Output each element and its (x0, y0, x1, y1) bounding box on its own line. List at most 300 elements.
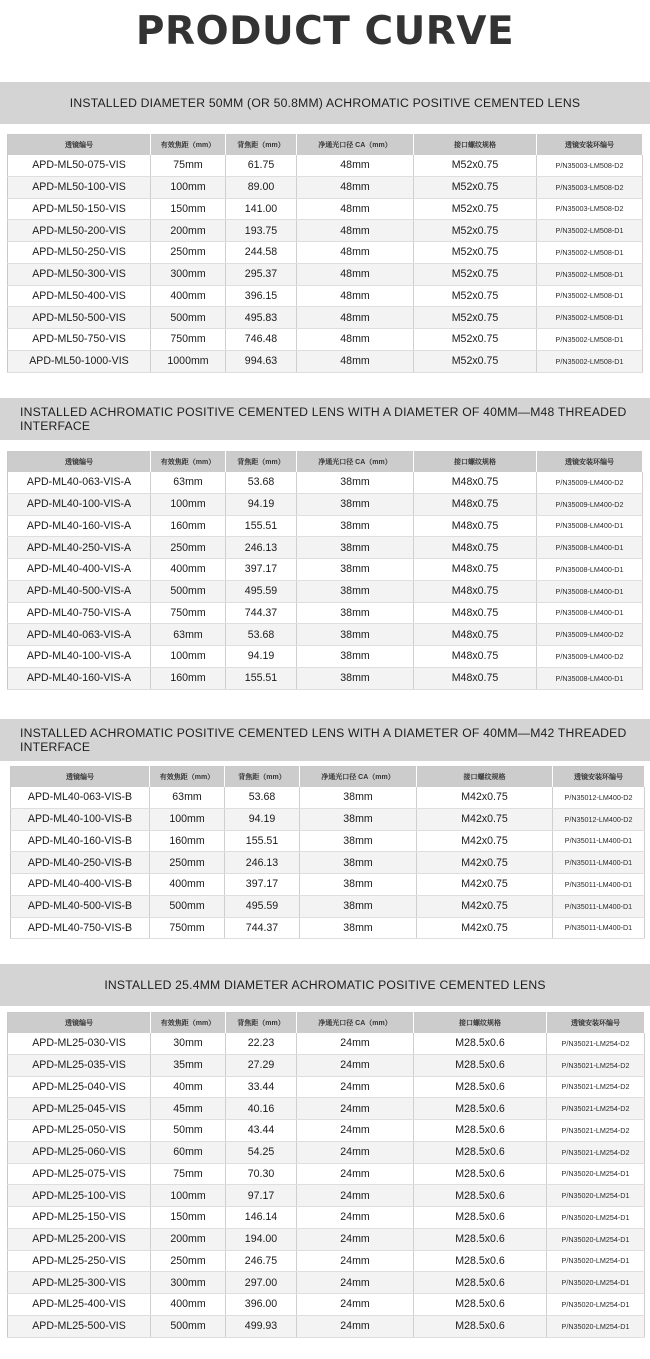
cell-clear-aperture: 48mm (297, 198, 414, 220)
cell-effective-focal-length: 750mm (150, 917, 225, 939)
cell-back-focal-length: 495.83 (226, 307, 297, 329)
cell-clear-aperture: 24mm (297, 1120, 414, 1142)
header-effective-focal-length: 有效焦距（mm） (151, 452, 226, 473)
table-row (8, 559, 643, 581)
table-row (8, 176, 643, 198)
section-ml25 (0, 964, 650, 1006)
table-row (8, 263, 643, 285)
table-row (11, 852, 645, 874)
cell-thread-spec: M52x0.75 (414, 329, 537, 351)
cell-effective-focal-length: 1000mm (151, 350, 226, 372)
cell-effective-focal-length: 75mm (151, 1163, 226, 1185)
cell-back-focal-length: 495.59 (225, 895, 300, 917)
cell-mounting-ring-part-number: P/N35008-LM400-D1 (537, 580, 643, 602)
cell-back-focal-length: 297.00 (226, 1272, 297, 1294)
cell-back-focal-length: 397.17 (225, 874, 300, 896)
cell-mounting-ring-part-number: P/N35009-LM400-D2 (537, 493, 643, 515)
cell-clear-aperture: 24mm (297, 1294, 414, 1316)
cell-lens-part-number: APD-ML40-400-VIS-B (11, 874, 150, 896)
cell-back-focal-length: 155.51 (225, 830, 300, 852)
cell-mounting-ring-part-number: P/N35008-LM400-D1 (537, 602, 643, 624)
cell-back-focal-length: 155.51 (226, 515, 297, 537)
cell-effective-focal-length: 250mm (150, 852, 225, 874)
cell-lens-part-number: APD-ML50-075-VIS (8, 155, 151, 176)
header-lens-part-number: 透镜编号 (8, 452, 151, 473)
cell-thread-spec: M42x0.75 (417, 895, 553, 917)
table-row (8, 602, 643, 624)
header-back-focal-length: 背焦距（mm） (226, 1013, 297, 1034)
cell-back-focal-length: 43.44 (226, 1120, 297, 1142)
cell-effective-focal-length: 160mm (151, 667, 226, 689)
cell-lens-part-number: APD-ML25-040-VIS (8, 1076, 151, 1098)
cell-mounting-ring-part-number: P/N35002-LM508-D1 (537, 263, 643, 285)
cell-back-focal-length: 97.17 (226, 1185, 297, 1207)
cell-back-focal-length: 40.16 (226, 1098, 297, 1120)
section-banner: INSTALLED ACHROMATIC POSITIVE CEMENTED LENS WITH A DIAMETER OF 40MM—M42 THREADED INTERFACE (0, 719, 650, 761)
cell-lens-part-number: APD-ML40-250-VIS-A (8, 537, 151, 559)
cell-clear-aperture: 38mm (297, 515, 414, 537)
cell-clear-aperture: 48mm (297, 285, 414, 307)
cell-thread-spec: M42x0.75 (417, 808, 553, 830)
cell-mounting-ring-part-number: P/N35020-LM254-D1 (547, 1185, 645, 1207)
cell-thread-spec: M28.5x0.6 (414, 1098, 547, 1120)
cell-clear-aperture: 48mm (297, 329, 414, 351)
cell-clear-aperture: 38mm (300, 808, 417, 830)
table-row (8, 580, 643, 602)
cell-back-focal-length: 244.58 (226, 242, 297, 264)
cell-effective-focal-length: 250mm (151, 242, 226, 264)
section-ml40-m48 (0, 398, 650, 440)
cell-lens-part-number: APD-ML25-050-VIS (8, 1120, 151, 1142)
cell-back-focal-length: 70.30 (226, 1163, 297, 1185)
table-row (8, 537, 643, 559)
table-row (8, 1120, 645, 1142)
header-effective-focal-length: 有效焦距（mm） (151, 135, 226, 156)
cell-mounting-ring-part-number: P/N35020-LM254-D1 (547, 1250, 645, 1272)
table-row (8, 242, 643, 264)
cell-lens-part-number: APD-ML50-150-VIS (8, 198, 151, 220)
cell-lens-part-number: APD-ML40-750-VIS-A (8, 602, 151, 624)
cell-mounting-ring-part-number: P/N35021-LM254-D2 (547, 1141, 645, 1163)
cell-lens-part-number: APD-ML50-1000-VIS (8, 350, 151, 372)
cell-effective-focal-length: 50mm (151, 1120, 226, 1142)
table-row (11, 787, 645, 808)
cell-clear-aperture: 24mm (297, 1228, 414, 1250)
cell-clear-aperture: 24mm (297, 1250, 414, 1272)
cell-back-focal-length: 94.19 (225, 808, 300, 830)
header-lens-part-number: 透镜编号 (8, 1013, 151, 1034)
cell-thread-spec: M28.5x0.6 (414, 1185, 547, 1207)
table-row (8, 646, 643, 668)
cell-lens-part-number: APD-ML40-750-VIS-B (11, 917, 150, 939)
cell-lens-part-number: APD-ML40-100-VIS-A (8, 646, 151, 668)
cell-thread-spec: M52x0.75 (414, 242, 537, 264)
cell-thread-spec: M52x0.75 (414, 176, 537, 198)
cell-effective-focal-length: 63mm (151, 624, 226, 646)
cell-back-focal-length: 397.17 (226, 559, 297, 581)
cell-effective-focal-length: 400mm (151, 559, 226, 581)
cell-back-focal-length: 246.13 (226, 537, 297, 559)
cell-effective-focal-length: 500mm (151, 307, 226, 329)
cell-effective-focal-length: 150mm (151, 1207, 226, 1229)
table-row (8, 350, 643, 372)
table-row (8, 1076, 645, 1098)
cell-effective-focal-length: 400mm (151, 285, 226, 307)
header-lens-part-number: 透镜编号 (11, 767, 150, 788)
cell-lens-part-number: APD-ML40-160-VIS-A (8, 667, 151, 689)
cell-clear-aperture: 24mm (297, 1054, 414, 1076)
cell-lens-part-number: APD-ML50-300-VIS (8, 263, 151, 285)
cell-lens-part-number: APD-ML25-200-VIS (8, 1228, 151, 1250)
cell-mounting-ring-part-number: P/N35012-LM400-D2 (553, 808, 645, 830)
table-row (8, 1054, 645, 1076)
cell-thread-spec: M48x0.75 (414, 602, 537, 624)
cell-thread-spec: M42x0.75 (417, 917, 553, 939)
table-row (8, 307, 643, 329)
cell-mounting-ring-part-number: P/N35002-LM508-D1 (537, 329, 643, 351)
cell-thread-spec: M28.5x0.6 (414, 1250, 547, 1272)
cell-lens-part-number: APD-ML40-063-VIS-B (11, 787, 150, 808)
header-back-focal-length: 背焦距（mm） (226, 452, 297, 473)
cell-thread-spec: M42x0.75 (417, 874, 553, 896)
table-row (8, 1141, 645, 1163)
table-row (8, 198, 643, 220)
spec-table-ml50 (7, 134, 643, 373)
header-effective-focal-length: 有效焦距（mm） (151, 1013, 226, 1034)
cell-effective-focal-length: 160mm (150, 830, 225, 852)
cell-lens-part-number: APD-ML50-200-VIS (8, 220, 151, 242)
cell-back-focal-length: 141.00 (226, 198, 297, 220)
cell-thread-spec: M48x0.75 (414, 472, 537, 493)
cell-mounting-ring-part-number: P/N35002-LM508-D1 (537, 350, 643, 372)
cell-back-focal-length: 246.75 (226, 1250, 297, 1272)
cell-mounting-ring-part-number: P/N35009-LM400-D2 (537, 646, 643, 668)
table-row (11, 895, 645, 917)
section-banner: INSTALLED DIAMETER 50MM (OR 50.8MM) ACHROMATIC POSITIVE CEMENTED LENS (0, 82, 650, 124)
page-title: PRODUCT CURVE (135, 9, 515, 54)
cell-back-focal-length: 246.13 (225, 852, 300, 874)
cell-effective-focal-length: 500mm (151, 1315, 226, 1337)
cell-effective-focal-length: 45mm (151, 1098, 226, 1120)
cell-lens-part-number: APD-ML25-250-VIS (8, 1250, 151, 1272)
cell-mounting-ring-part-number: P/N35008-LM400-D1 (537, 667, 643, 689)
cell-back-focal-length: 155.51 (226, 667, 297, 689)
cell-lens-part-number: APD-ML40-100-VIS-B (11, 808, 150, 830)
table-row (8, 1272, 645, 1294)
cell-thread-spec: M42x0.75 (417, 830, 553, 852)
table-row (8, 329, 643, 351)
cell-clear-aperture: 38mm (300, 874, 417, 896)
cell-back-focal-length: 396.00 (226, 1294, 297, 1316)
cell-thread-spec: M28.5x0.6 (414, 1033, 547, 1054)
cell-effective-focal-length: 200mm (151, 220, 226, 242)
cell-effective-focal-length: 100mm (150, 808, 225, 830)
cell-thread-spec: M28.5x0.6 (414, 1207, 547, 1229)
cell-lens-part-number: APD-ML25-500-VIS (8, 1315, 151, 1337)
cell-clear-aperture: 38mm (297, 667, 414, 689)
cell-mounting-ring-part-number: P/N35021-LM254-D2 (547, 1076, 645, 1098)
cell-lens-part-number: APD-ML25-100-VIS (8, 1185, 151, 1207)
cell-effective-focal-length: 300mm (151, 263, 226, 285)
cell-back-focal-length: 22.23 (226, 1033, 297, 1054)
header-effective-focal-length: 有效焦距（mm） (150, 767, 225, 788)
cell-back-focal-length: 53.68 (226, 472, 297, 493)
cell-back-focal-length: 146.14 (226, 1207, 297, 1229)
cell-lens-part-number: APD-ML50-250-VIS (8, 242, 151, 264)
cell-clear-aperture: 24mm (297, 1033, 414, 1054)
cell-mounting-ring-part-number: P/N35003-LM508-D2 (537, 155, 643, 176)
cell-clear-aperture: 24mm (297, 1141, 414, 1163)
cell-lens-part-number: APD-ML40-063-VIS-A (8, 472, 151, 493)
cell-mounting-ring-part-number: P/N35021-LM254-D2 (547, 1120, 645, 1142)
cell-back-focal-length: 994.63 (226, 350, 297, 372)
cell-lens-part-number: APD-ML25-060-VIS (8, 1141, 151, 1163)
cell-clear-aperture: 38mm (297, 646, 414, 668)
cell-thread-spec: M52x0.75 (414, 307, 537, 329)
header-mounting-ring-part-number: 透镜安装环编号 (553, 767, 645, 788)
spec-table-ml40-m42 (10, 766, 645, 939)
cell-lens-part-number: APD-ML40-160-VIS-A (8, 515, 151, 537)
cell-lens-part-number: APD-ML50-750-VIS (8, 329, 151, 351)
cell-lens-part-number: APD-ML50-500-VIS (8, 307, 151, 329)
cell-mounting-ring-part-number: P/N35011-LM400-D1 (553, 874, 645, 896)
table-row (8, 1033, 645, 1054)
table-row (11, 917, 645, 939)
cell-clear-aperture: 38mm (297, 624, 414, 646)
table-row (11, 830, 645, 852)
cell-back-focal-length: 744.37 (225, 917, 300, 939)
cell-clear-aperture: 48mm (297, 263, 414, 285)
header-back-focal-length: 背焦距（mm） (225, 767, 300, 788)
cell-back-focal-length: 94.19 (226, 493, 297, 515)
cell-mounting-ring-part-number: P/N35011-LM400-D1 (553, 830, 645, 852)
section-banner: INSTALLED ACHROMATIC POSITIVE CEMENTED LENS WITH A DIAMETER OF 40MM—M48 THREADED INTERFACE (0, 398, 650, 440)
header-mounting-ring-part-number: 透镜安装环编号 (537, 135, 643, 156)
table-row (8, 1185, 645, 1207)
table-row (8, 285, 643, 307)
cell-clear-aperture: 38mm (297, 537, 414, 559)
header-thread-spec: 接口螺纹规格 (414, 1013, 547, 1034)
cell-thread-spec: M28.5x0.6 (414, 1315, 547, 1337)
header-thread-spec: 接口螺纹规格 (414, 452, 537, 473)
cell-mounting-ring-part-number: P/N35002-LM508-D1 (537, 220, 643, 242)
table-row (8, 493, 643, 515)
cell-lens-part-number: APD-ML25-150-VIS (8, 1207, 151, 1229)
cell-back-focal-length: 33.44 (226, 1076, 297, 1098)
header-clear-aperture: 净通光口径 CA（mm） (297, 452, 414, 473)
cell-clear-aperture: 38mm (300, 895, 417, 917)
header-thread-spec: 接口螺纹规格 (414, 135, 537, 156)
table-row (8, 155, 643, 176)
cell-thread-spec: M52x0.75 (414, 263, 537, 285)
cell-effective-focal-length: 250mm (151, 1250, 226, 1272)
table-row (8, 1163, 645, 1185)
cell-back-focal-length: 495.59 (226, 580, 297, 602)
cell-effective-focal-length: 30mm (151, 1033, 226, 1054)
cell-lens-part-number: APD-ML40-250-VIS-B (11, 852, 150, 874)
table-row (8, 472, 643, 493)
cell-mounting-ring-part-number: P/N35020-LM254-D1 (547, 1315, 645, 1337)
header-lens-part-number: 透镜编号 (8, 135, 151, 156)
table-row (8, 1207, 645, 1229)
cell-lens-part-number: APD-ML40-400-VIS-A (8, 559, 151, 581)
cell-mounting-ring-part-number: P/N35008-LM400-D1 (537, 515, 643, 537)
table-header-row (8, 1013, 645, 1034)
cell-clear-aperture: 24mm (297, 1185, 414, 1207)
cell-mounting-ring-part-number: P/N35011-LM400-D1 (553, 852, 645, 874)
cell-thread-spec: M48x0.75 (414, 559, 537, 581)
spec-table-ml40-m48 (7, 451, 643, 690)
cell-thread-spec: M52x0.75 (414, 198, 537, 220)
table-row (8, 515, 643, 537)
cell-clear-aperture: 48mm (297, 220, 414, 242)
cell-clear-aperture: 24mm (297, 1076, 414, 1098)
cell-mounting-ring-part-number: P/N35020-LM254-D1 (547, 1228, 645, 1250)
cell-clear-aperture: 38mm (297, 493, 414, 515)
cell-back-focal-length: 94.19 (226, 646, 297, 668)
cell-lens-part-number: APD-ML25-035-VIS (8, 1054, 151, 1076)
cell-thread-spec: M52x0.75 (414, 350, 537, 372)
cell-thread-spec: M42x0.75 (417, 852, 553, 874)
cell-lens-part-number: APD-ML40-100-VIS-A (8, 493, 151, 515)
section-ml50 (0, 82, 650, 124)
cell-lens-part-number: APD-ML40-500-VIS-B (11, 895, 150, 917)
cell-effective-focal-length: 40mm (151, 1076, 226, 1098)
cell-mounting-ring-part-number: P/N35009-LM400-D2 (537, 624, 643, 646)
cell-thread-spec: M28.5x0.6 (414, 1054, 547, 1076)
header-clear-aperture: 净通光口径 CA（mm） (297, 135, 414, 156)
cell-back-focal-length: 744.37 (226, 602, 297, 624)
cell-mounting-ring-part-number: P/N35021-LM254-D2 (547, 1054, 645, 1076)
table-row (8, 1098, 645, 1120)
cell-effective-focal-length: 400mm (151, 1294, 226, 1316)
cell-effective-focal-length: 63mm (150, 787, 225, 808)
cell-lens-part-number: APD-ML40-063-VIS-A (8, 624, 151, 646)
cell-back-focal-length: 27.29 (226, 1054, 297, 1076)
spec-table-ml25 (7, 1012, 645, 1338)
cell-thread-spec: M48x0.75 (414, 646, 537, 668)
header-thread-spec: 接口螺纹规格 (417, 767, 553, 788)
cell-back-focal-length: 193.75 (226, 220, 297, 242)
cell-effective-focal-length: 60mm (151, 1141, 226, 1163)
cell-back-focal-length: 53.68 (225, 787, 300, 808)
table-header-row (8, 452, 643, 473)
cell-thread-spec: M52x0.75 (414, 220, 537, 242)
cell-mounting-ring-part-number: P/N35002-LM508-D1 (537, 307, 643, 329)
cell-mounting-ring-part-number: P/N35003-LM508-D2 (537, 198, 643, 220)
cell-effective-focal-length: 500mm (150, 895, 225, 917)
header-clear-aperture: 净通光口径 CA（mm） (300, 767, 417, 788)
cell-thread-spec: M28.5x0.6 (414, 1076, 547, 1098)
cell-mounting-ring-part-number: P/N35008-LM400-D1 (537, 537, 643, 559)
cell-clear-aperture: 48mm (297, 307, 414, 329)
cell-effective-focal-length: 75mm (151, 155, 226, 176)
cell-thread-spec: M28.5x0.6 (414, 1272, 547, 1294)
table-row (8, 1294, 645, 1316)
cell-thread-spec: M28.5x0.6 (414, 1141, 547, 1163)
cell-thread-spec: M28.5x0.6 (414, 1163, 547, 1185)
cell-lens-part-number: APD-ML50-400-VIS (8, 285, 151, 307)
cell-clear-aperture: 24mm (297, 1207, 414, 1229)
cell-clear-aperture: 48mm (297, 155, 414, 176)
cell-clear-aperture: 38mm (300, 852, 417, 874)
cell-effective-focal-length: 63mm (151, 472, 226, 493)
table-row (11, 874, 645, 896)
cell-thread-spec: M48x0.75 (414, 537, 537, 559)
table-row (8, 1228, 645, 1250)
cell-back-focal-length: 396.15 (226, 285, 297, 307)
cell-lens-part-number: APD-ML40-160-VIS-B (11, 830, 150, 852)
cell-thread-spec: M48x0.75 (414, 624, 537, 646)
cell-thread-spec: M52x0.75 (414, 155, 537, 176)
section-banner: INSTALLED 25.4MM DIAMETER ACHROMATIC POSITIVE CEMENTED LENS (0, 964, 650, 1006)
table-row (8, 1315, 645, 1337)
cell-mounting-ring-part-number: P/N35021-LM254-D2 (547, 1098, 645, 1120)
table-row (8, 624, 643, 646)
cell-mounting-ring-part-number: P/N35012-LM400-D2 (553, 787, 645, 808)
cell-clear-aperture: 24mm (297, 1163, 414, 1185)
cell-clear-aperture: 38mm (300, 917, 417, 939)
table-header-row (11, 767, 645, 788)
cell-clear-aperture: 38mm (297, 472, 414, 493)
cell-effective-focal-length: 100mm (151, 176, 226, 198)
cell-lens-part-number: APD-ML50-100-VIS (8, 176, 151, 198)
header-mounting-ring-part-number: 透镜安装环编号 (547, 1013, 645, 1034)
cell-effective-focal-length: 750mm (151, 329, 226, 351)
cell-clear-aperture: 38mm (297, 580, 414, 602)
table-row (8, 220, 643, 242)
cell-mounting-ring-part-number: P/N35002-LM508-D1 (537, 285, 643, 307)
cell-effective-focal-length: 250mm (151, 537, 226, 559)
cell-clear-aperture: 24mm (297, 1272, 414, 1294)
cell-mounting-ring-part-number: P/N35002-LM508-D1 (537, 242, 643, 264)
cell-back-focal-length: 89.00 (226, 176, 297, 198)
cell-lens-part-number: APD-ML25-030-VIS (8, 1033, 151, 1054)
cell-mounting-ring-part-number: P/N35011-LM400-D1 (553, 917, 645, 939)
cell-effective-focal-length: 400mm (150, 874, 225, 896)
cell-mounting-ring-part-number: P/N35020-LM254-D1 (547, 1272, 645, 1294)
cell-back-focal-length: 194.00 (226, 1228, 297, 1250)
cell-back-focal-length: 54.25 (226, 1141, 297, 1163)
cell-mounting-ring-part-number: P/N35021-LM254-D2 (547, 1033, 645, 1054)
table-row (11, 808, 645, 830)
cell-clear-aperture: 48mm (297, 350, 414, 372)
header-back-focal-length: 背焦距（mm） (226, 135, 297, 156)
cell-clear-aperture: 38mm (300, 830, 417, 852)
cell-lens-part-number: APD-ML25-300-VIS (8, 1272, 151, 1294)
cell-effective-focal-length: 750mm (151, 602, 226, 624)
cell-thread-spec: M28.5x0.6 (414, 1294, 547, 1316)
cell-clear-aperture: 38mm (300, 787, 417, 808)
cell-thread-spec: M42x0.75 (417, 787, 553, 808)
cell-back-focal-length: 746.48 (226, 329, 297, 351)
cell-lens-part-number: APD-ML25-075-VIS (8, 1163, 151, 1185)
table-row (8, 667, 643, 689)
cell-thread-spec: M28.5x0.6 (414, 1228, 547, 1250)
cell-effective-focal-length: 500mm (151, 580, 226, 602)
cell-lens-part-number: APD-ML25-045-VIS (8, 1098, 151, 1120)
cell-effective-focal-length: 35mm (151, 1054, 226, 1076)
cell-mounting-ring-part-number: P/N35020-LM254-D1 (547, 1294, 645, 1316)
cell-clear-aperture: 24mm (297, 1098, 414, 1120)
header-clear-aperture: 净通光口径 CA（mm） (297, 1013, 414, 1034)
table-header-row (8, 135, 643, 156)
cell-clear-aperture: 24mm (297, 1315, 414, 1337)
cell-thread-spec: M28.5x0.6 (414, 1120, 547, 1142)
header-mounting-ring-part-number: 透镜安装环编号 (537, 452, 643, 473)
cell-lens-part-number: APD-ML40-500-VIS-A (8, 580, 151, 602)
cell-mounting-ring-part-number: P/N35009-LM400-D2 (537, 472, 643, 493)
